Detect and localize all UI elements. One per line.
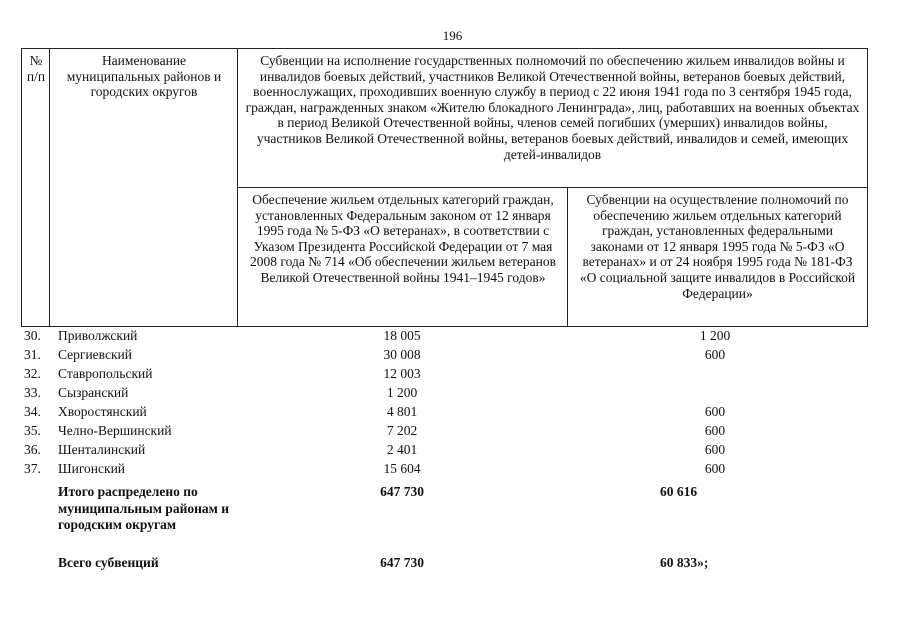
row-name: Шенталинский xyxy=(58,442,146,457)
table-row xyxy=(0,461,905,480)
table-row xyxy=(0,442,905,461)
row-number: 34. xyxy=(24,404,41,419)
total-all-v1: 647 730 xyxy=(380,555,424,570)
row-value-1: 12 003 xyxy=(383,366,421,381)
total-distributed-v1: 647 730 xyxy=(380,484,424,499)
row-value-1: 18 005 xyxy=(383,328,421,343)
row-value-2: 600 xyxy=(704,347,726,362)
row-name: Хворостянский xyxy=(58,404,147,419)
header-sub1-cell xyxy=(237,187,568,327)
row-name: Шигонский xyxy=(58,461,126,476)
header-main-cell xyxy=(237,48,868,188)
row-number: 32. xyxy=(24,366,41,381)
total-all-label: Всего субвенций xyxy=(58,555,159,570)
row-name: Сергиевский xyxy=(58,347,132,362)
row-value-1: 4 801 xyxy=(386,404,418,419)
table-row xyxy=(0,385,905,404)
total-distributed-label: Итого распределено по муниципальным районам и городским округам xyxy=(58,484,229,532)
header-name-label: Наименование муниципальных районов и городских округов xyxy=(66,53,222,100)
table-row xyxy=(0,404,905,423)
header-number-label: № п/п xyxy=(26,53,46,84)
header-number-cell xyxy=(21,48,50,327)
row-number: 31. xyxy=(24,347,41,362)
row-number: 37. xyxy=(24,461,41,476)
row-number: 36. xyxy=(24,442,41,457)
row-value-2: 600 xyxy=(704,442,726,457)
row-value-1: 30 008 xyxy=(383,347,421,362)
row-value-2: 600 xyxy=(704,423,726,438)
row-name: Челно-Вершинский xyxy=(58,423,172,438)
table-row xyxy=(0,423,905,442)
header-name-cell xyxy=(49,48,238,327)
row-value-1: 1 200 xyxy=(386,385,418,400)
row-value-1: 7 202 xyxy=(386,423,418,438)
row-value-2: 1 200 xyxy=(699,328,731,343)
header-sub2-label: Субвенции на осуществление полномочий по обеспечению жильем отдельных категорий граждан, установленных федеральными законами от 12 января 1995 года № 5-ФЗ «О ветеранах» и от 24 ноября 1995 года № 181-ФЗ «О социальной защите инвалидов в Российской Федерации» xyxy=(579,192,856,301)
row-value-2: 600 xyxy=(704,461,726,476)
table-row xyxy=(0,347,905,366)
row-number: 35. xyxy=(24,423,41,438)
row-value-2: 600 xyxy=(704,404,726,419)
header-sub2-cell xyxy=(567,187,868,327)
table-row xyxy=(0,328,905,347)
row-value-1: 15 604 xyxy=(383,461,421,476)
total-all-v2: 60 833»; xyxy=(660,555,709,570)
total-distributed-v2: 60 616 xyxy=(660,484,698,499)
table-row xyxy=(0,366,905,385)
row-name: Приволжский xyxy=(58,328,138,343)
page-number: 196 xyxy=(442,28,463,43)
row-number: 30. xyxy=(24,328,41,343)
row-name: Ставропольский xyxy=(58,366,153,381)
row-value-1: 2 401 xyxy=(386,442,418,457)
header-main-label: Субвенции на исполнение государственных полномочий по обеспечению жильем инвалидов войны и инвалидов боевых действий, участников Великой Отечественной войны, ветеранов боевых действий, военнослужащих, проходивших военную службу в период с 22 июня 1941 года по 3 сентября 1945 года, граждан, награжденных знаком «Жителю блокадного Ленинграда», лиц, работавших на военных объектах в период Великой Отечественной войны, членов семей погибших (умерших) инвалидов войны, участников Великой Отечественной войны, ветеранов боевых действий, инвалидов и семей, имеющих детей-инвалидов xyxy=(245,53,860,162)
header-sub1-label: Обеспечение жильем отдельных категорий граждан, установленных Федеральным законом от 12 января 1995 года № 5-ФЗ «О ветеранах», в соответствии с Указом Президента Российской Федерации от 7 мая 2008 года № 714 «Об обеспечении жильем ветеранов Великой Отечественной войны 1941–1945 годов» xyxy=(250,192,556,285)
row-number: 33. xyxy=(24,385,41,400)
row-name: Сызранский xyxy=(58,385,129,400)
